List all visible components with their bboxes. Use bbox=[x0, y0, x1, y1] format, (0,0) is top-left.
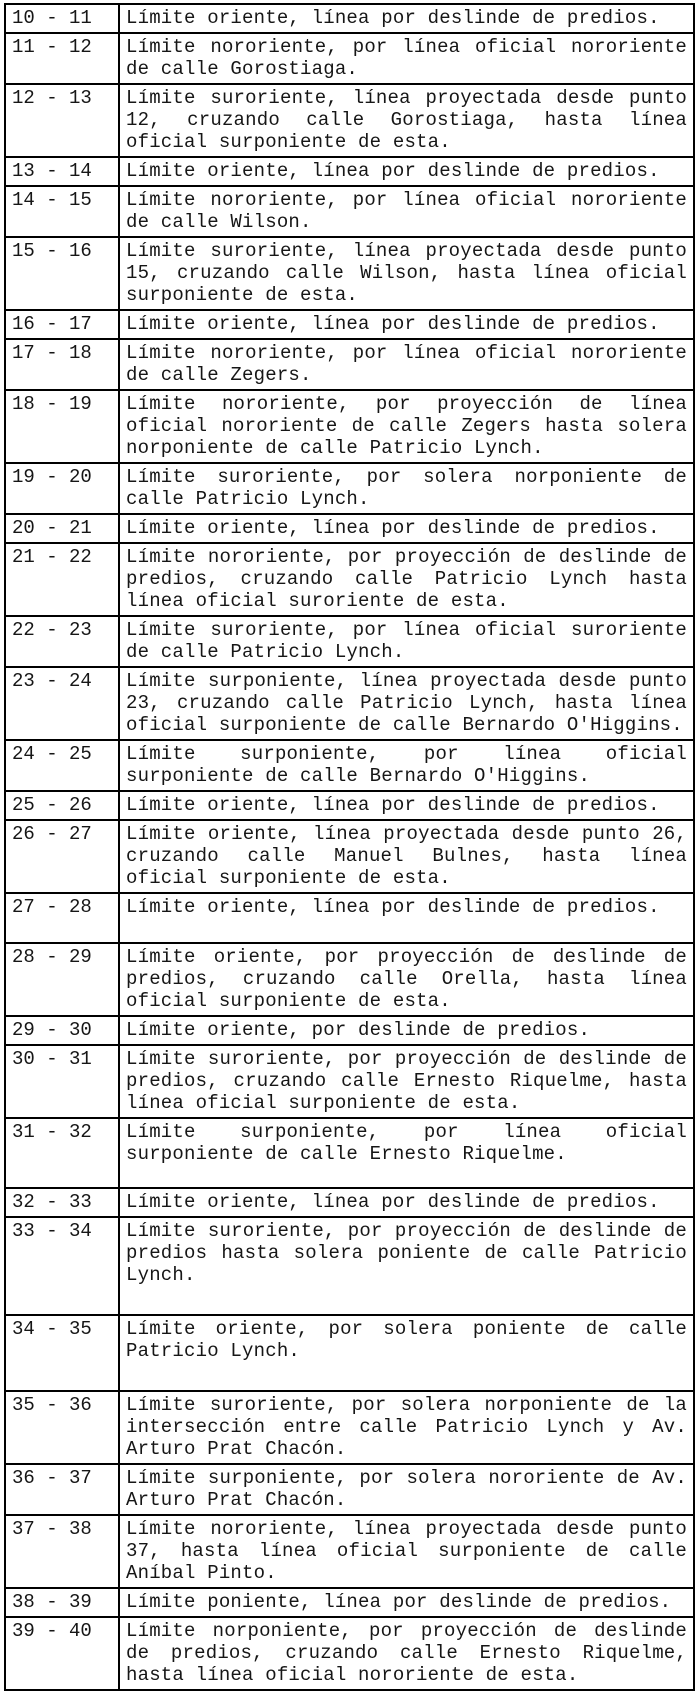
description-cell: Límite oriente, línea por deslinde de predios. bbox=[119, 791, 694, 820]
description-cell: Límite oriente, por proyección de deslinde de predios, cruzando calle Orella, hasta línea oficial surponiente de esta. bbox=[119, 943, 694, 1016]
range-cell: 25 - 26 bbox=[5, 791, 119, 820]
table-row bbox=[5, 1016, 694, 1045]
table-row bbox=[5, 667, 694, 740]
description-cell: Límite oriente, línea proyectada desde punto 26, cruzando calle Manuel Bulnes, hasta línea oficial surponiente de esta. bbox=[119, 820, 694, 893]
description-cell: Límite oriente, línea por deslinde de predios. bbox=[119, 157, 694, 186]
table-row bbox=[5, 463, 694, 514]
range-cell: 20 - 21 bbox=[5, 514, 119, 543]
table-row bbox=[5, 791, 694, 820]
range-cell: 18 - 19 bbox=[5, 390, 119, 463]
range-cell: 16 - 17 bbox=[5, 310, 119, 339]
description-cell: Límite nororiente, línea proyectada desde punto 37, hasta línea oficial surponiente de calle Aníbal Pinto. bbox=[119, 1515, 694, 1588]
range-cell: 32 - 33 bbox=[5, 1188, 119, 1217]
table-row bbox=[5, 514, 694, 543]
table-row bbox=[5, 1588, 694, 1617]
description-cell: Límite norponiente, por proyección de deslinde de predios, cruzando calle Ernesto Riquelme, hasta línea oficial nororiente de esta. bbox=[119, 1617, 694, 1690]
range-cell: 28 - 29 bbox=[5, 943, 119, 1016]
range-cell: 37 - 38 bbox=[5, 1515, 119, 1588]
table-row bbox=[5, 310, 694, 339]
description-cell: Límite oriente, línea por deslinde de predios. bbox=[119, 4, 694, 33]
description-cell: Límite suroriente, por proyección de deslinde de predios hasta solera poniente de calle Patricio Lynch. bbox=[119, 1217, 694, 1315]
description-cell: Límite surponiente, por línea oficial surponiente de calle Ernesto Riquelme. bbox=[119, 1118, 694, 1188]
description-cell: Límite nororiente, por proyección de deslinde de predios, cruzando calle Patricio Lynch hasta línea oficial suroriente de esta. bbox=[119, 543, 694, 616]
description-cell: Límite suroriente, por línea oficial suroriente de calle Patricio Lynch. bbox=[119, 616, 694, 667]
table-row bbox=[5, 84, 694, 157]
table-row bbox=[5, 616, 694, 667]
range-cell: 33 - 34 bbox=[5, 1217, 119, 1315]
range-cell: 26 - 27 bbox=[5, 820, 119, 893]
range-cell: 15 - 16 bbox=[5, 237, 119, 310]
description-cell: Límite oriente, línea por deslinde de predios. bbox=[119, 514, 694, 543]
range-cell: 27 - 28 bbox=[5, 893, 119, 943]
description-cell: Límite poniente, línea por deslinde de predios. bbox=[119, 1588, 694, 1617]
range-cell: 22 - 23 bbox=[5, 616, 119, 667]
description-cell: Límite nororiente, por línea oficial nororiente de calle Gorostiaga. bbox=[119, 33, 694, 84]
boundary-table bbox=[4, 3, 695, 1691]
range-cell: 11 - 12 bbox=[5, 33, 119, 84]
description-cell: Límite oriente, línea por deslinde de predios. bbox=[119, 1188, 694, 1217]
range-cell: 19 - 20 bbox=[5, 463, 119, 514]
table-row bbox=[5, 4, 694, 33]
range-cell: 24 - 25 bbox=[5, 740, 119, 791]
table-row bbox=[5, 1617, 694, 1690]
range-cell: 14 - 15 bbox=[5, 186, 119, 237]
table-row bbox=[5, 1464, 694, 1515]
description-cell: Límite nororiente, por línea oficial nororiente de calle Zegers. bbox=[119, 339, 694, 390]
description-cell: Límite surponiente, por solera nororiente de Av. Arturo Prat Chacón. bbox=[119, 1464, 694, 1515]
range-cell: 30 - 31 bbox=[5, 1045, 119, 1118]
description-cell: Límite suroriente, por solera norponiente de calle Patricio Lynch. bbox=[119, 463, 694, 514]
table-row bbox=[5, 543, 694, 616]
table-row bbox=[5, 390, 694, 463]
table-row bbox=[5, 186, 694, 237]
range-cell: 29 - 30 bbox=[5, 1016, 119, 1045]
range-cell: 35 - 36 bbox=[5, 1391, 119, 1464]
range-cell: 10 - 11 bbox=[5, 4, 119, 33]
table-row bbox=[5, 740, 694, 791]
description-cell: Límite surponiente, por línea oficial surponiente de calle Bernardo O'Higgins. bbox=[119, 740, 694, 791]
range-cell: 13 - 14 bbox=[5, 157, 119, 186]
range-cell: 36 - 37 bbox=[5, 1464, 119, 1515]
range-cell: 21 - 22 bbox=[5, 543, 119, 616]
description-cell: Límite nororiente, por proyección de línea oficial nororiente de calle Zegers hasta solera norponiente de calle Patricio Lynch. bbox=[119, 390, 694, 463]
description-cell: Límite suroriente, por proyección de deslinde de predios, cruzando calle Ernesto Riquelme, hasta línea oficial surponiente de esta. bbox=[119, 1045, 694, 1118]
description-cell: Límite oriente, por solera poniente de calle Patricio Lynch. bbox=[119, 1315, 694, 1391]
description-cell: Límite oriente, línea por deslinde de predios. bbox=[119, 310, 694, 339]
range-cell: 38 - 39 bbox=[5, 1588, 119, 1617]
table-row bbox=[5, 1315, 694, 1391]
table-row bbox=[5, 1217, 694, 1315]
description-cell: Límite nororiente, por línea oficial nororiente de calle Wilson. bbox=[119, 186, 694, 237]
table-row bbox=[5, 237, 694, 310]
table-row bbox=[5, 943, 694, 1016]
table-row bbox=[5, 1391, 694, 1464]
table-row bbox=[5, 157, 694, 186]
table-row bbox=[5, 893, 694, 943]
description-cell: Límite suroriente, por solera norponiente de la intersección entre calle Patricio Lynch y Av. Arturo Prat Chacón. bbox=[119, 1391, 694, 1464]
table-row bbox=[5, 1188, 694, 1217]
table-row bbox=[5, 339, 694, 390]
description-cell: Límite suroriente, línea proyectada desde punto 15, cruzando calle Wilson, hasta línea oficial surponiente de esta. bbox=[119, 237, 694, 310]
range-cell: 39 - 40 bbox=[5, 1617, 119, 1690]
table-row bbox=[5, 820, 694, 893]
description-cell: Límite oriente, línea por deslinde de predios. bbox=[119, 893, 694, 943]
boundary-table-body bbox=[5, 4, 694, 1690]
table-row bbox=[5, 1118, 694, 1188]
description-cell: Límite suroriente, línea proyectada desde punto 12, cruzando calle Gorostiaga, hasta línea oficial surponiente de esta. bbox=[119, 84, 694, 157]
table-row bbox=[5, 1515, 694, 1588]
range-cell: 12 - 13 bbox=[5, 84, 119, 157]
description-cell: Límite surponiente, línea proyectada desde punto 23, cruzando calle Patricio Lynch, hasta línea oficial surponiente de calle Bernardo O'Higgins. bbox=[119, 667, 694, 740]
range-cell: 31 - 32 bbox=[5, 1118, 119, 1188]
table-row bbox=[5, 1045, 694, 1118]
range-cell: 17 - 18 bbox=[5, 339, 119, 390]
description-cell: Límite oriente, por deslinde de predios. bbox=[119, 1016, 694, 1045]
range-cell: 34 - 35 bbox=[5, 1315, 119, 1391]
table-row bbox=[5, 33, 694, 84]
range-cell: 23 - 24 bbox=[5, 667, 119, 740]
